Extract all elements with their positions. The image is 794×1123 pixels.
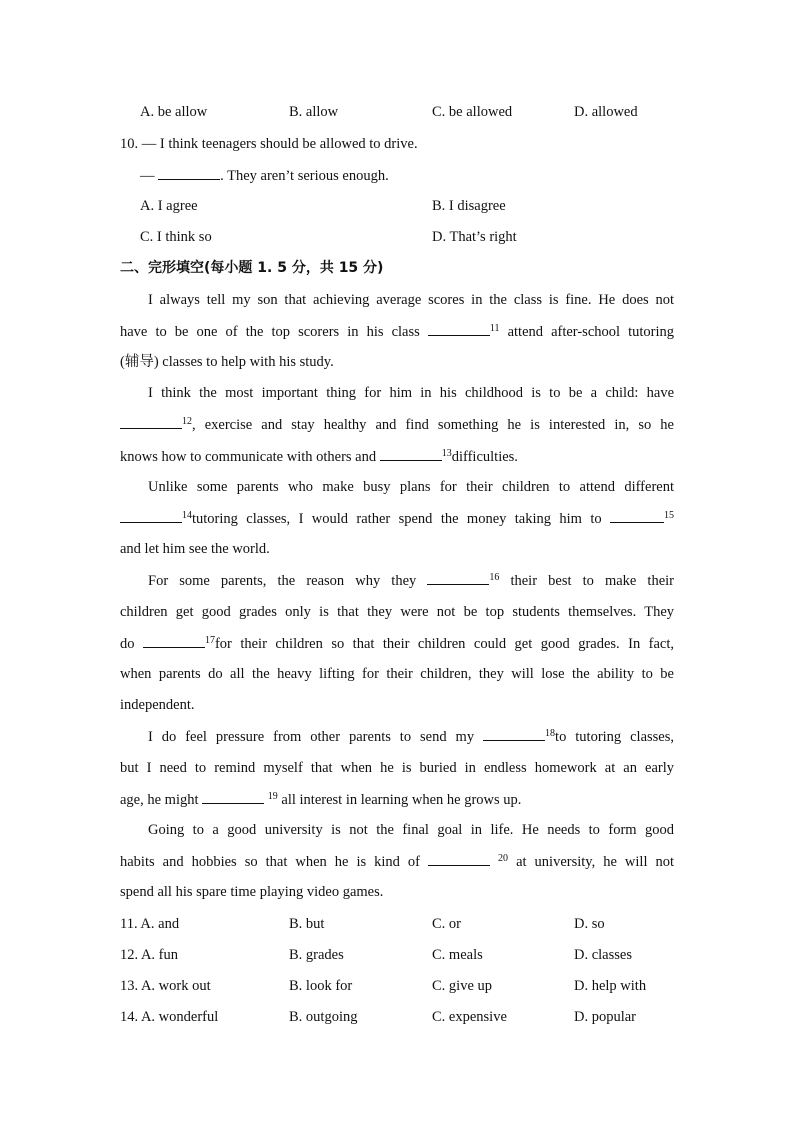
passage-text: habits and hobbies so that when he is kind of: [120, 854, 421, 870]
answer-14-b: B. outgoing: [289, 1009, 358, 1025]
blank-number: 17: [204, 635, 215, 646]
answer-14-a: 14. A. wonderful: [120, 1009, 219, 1025]
answer-12-a: 12. A. fun: [120, 947, 178, 963]
passage-line: when parents do all the heavy lifting for their children, they will lose the ability to be: [120, 666, 674, 682]
blank-number: 15: [664, 510, 675, 521]
passage-line: children get good grades only is that they were not be top students themselves. They: [120, 604, 674, 620]
answer-12-b: B. grades: [289, 947, 344, 963]
passage-text: knows how to communicate with others and: [120, 449, 377, 465]
answer-11-d: D. so: [574, 916, 605, 932]
answer-14-c: C. expensive: [432, 1009, 507, 1025]
passage-line: [120, 415, 674, 434]
passage-text: at university, he will not: [516, 854, 675, 870]
q10-option-a: A. I agree: [140, 198, 198, 214]
blank-number: 13: [441, 448, 452, 459]
blank-20: [428, 852, 490, 866]
blank-number: 20: [498, 853, 509, 864]
passage-text: For some parents, the reason why they: [148, 573, 417, 589]
blank-number: 12: [182, 416, 192, 427]
answer-14-d: D. popular: [574, 1009, 637, 1025]
q10-option-c: C. I think so: [140, 229, 212, 245]
passage-text: for their children so that their children could get good grades. In fact,: [214, 636, 675, 652]
blank-number: 18: [545, 728, 556, 739]
passage-line: [120, 447, 674, 466]
passage-line: Unlike some parents who make busy plans for their children to attend different: [148, 479, 674, 495]
passage-line: [148, 727, 674, 746]
passage-line: independent.: [120, 697, 195, 713]
q10-option-d: D. That’s right: [432, 229, 517, 245]
blank-number: 19: [267, 791, 278, 802]
q10-reply-text: . They aren’t serious enough.: [220, 168, 389, 184]
passage-line: Going to a good university is not the final goal in life. He needs to form good: [148, 822, 674, 838]
passage-line: I always tell my son that achieving average scores in the class is fine. He does not: [148, 292, 674, 308]
passage-text: attend after-school tutoring: [507, 324, 675, 340]
passage-text: I do feel pressure from other parents to send my: [148, 729, 475, 745]
blank-number: 11: [489, 323, 500, 334]
passage-line: (辅导) classes to help with his study.: [120, 354, 334, 370]
q9-option-a: A. be allow: [140, 104, 208, 120]
passage-line: [120, 509, 674, 528]
section-heading: 二、完形填空(每小题 1. 5 分，共 15 分): [120, 260, 384, 276]
blank-19: [202, 790, 264, 804]
passage-text: difficulties.: [451, 449, 518, 465]
answer-11-a: 11. A. and: [120, 916, 180, 932]
answer-11-c: C. or: [432, 916, 461, 932]
passage-line: I think the most important thing for him in his childhood is to be a child: have: [148, 385, 674, 401]
answer-13-b: B. look for: [289, 978, 353, 994]
passage-line: [120, 634, 674, 653]
blank-13: [380, 447, 442, 461]
blank-11: [428, 322, 490, 336]
q10-option-b: B. I disagree: [432, 198, 506, 214]
passage-text: , exercise and stay healthy and find something he is interested in, so he: [192, 417, 674, 433]
passage-text: age, he might: [120, 792, 199, 808]
passage-line: and let him see the world.: [120, 541, 270, 557]
answer-13-a: 13. A. work out: [120, 978, 211, 994]
passage-text: all interest in learning when he grows up.: [281, 792, 522, 808]
passage-text: to tutoring classes,: [555, 729, 675, 745]
blank-16: [427, 571, 489, 585]
q9-option-b: B. allow: [289, 104, 339, 120]
blank-12: [120, 415, 182, 429]
passage-line: [120, 322, 674, 341]
passage-line: [120, 790, 674, 809]
blank-15: [610, 509, 664, 523]
q9-option-c: C. be allowed: [432, 104, 513, 120]
answer-12-d: D. classes: [574, 947, 632, 963]
q9-option-d: D. allowed: [574, 104, 638, 120]
blank-number: 16: [489, 572, 500, 583]
blank-18: [483, 727, 545, 741]
answer-12-c: C. meals: [432, 947, 483, 963]
blank-number: 14: [182, 510, 192, 521]
passage-line: spend all his spare time playing video games.: [120, 884, 384, 900]
answer-13-d: D. help with: [574, 978, 647, 994]
passage-text: do: [120, 636, 135, 652]
passage-text: tutoring classes, I would rather spend the money taking him to: [192, 511, 602, 527]
blank-17: [143, 634, 205, 648]
answer-11-b: B. but: [289, 916, 325, 932]
blank-14: [120, 509, 182, 523]
q10-reply-dash: —: [140, 168, 155, 184]
passage-line: [120, 852, 674, 871]
passage-line: but I need to remind myself that when he is buried in endless homework at an early: [120, 760, 674, 776]
passage-text: have to be one of the top scorers in his class: [120, 324, 420, 340]
q10-reply: [140, 166, 694, 185]
answer-13-c: C. give up: [432, 978, 493, 994]
passage-line: [148, 571, 674, 590]
passage-text: their best to make their: [510, 573, 675, 589]
q10-stem: 10. — I think teenagers should be allowed to drive.: [120, 136, 418, 152]
q10-blank: [158, 166, 220, 180]
